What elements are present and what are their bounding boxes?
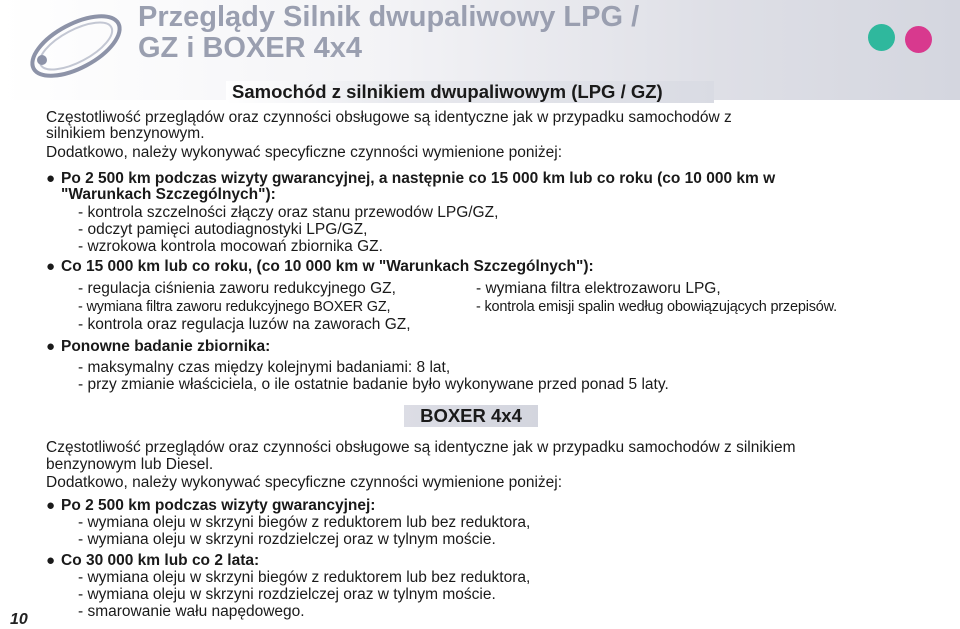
intro-text: Częstotliwość przeglądów oraz czynności obsługowe są identyczne jak w przypadku samochodów z silnikiem: [46, 439, 796, 456]
section-heading-boxer: BOXER 4x4: [404, 405, 538, 427]
orbit-logo-icon: [20, 8, 130, 82]
list-item: - kontrola oraz regulacja luzów na zaworach GZ,: [78, 316, 411, 333]
bullet-icon: ●: [46, 497, 56, 514]
list-item: - kontrola szczelności złączy oraz stanu przewodów LPG/GZ,: [78, 204, 499, 221]
list-item: - smarowanie wału napędowego.: [78, 603, 305, 620]
page-title: Przeglądy Silnik dwupaliwowy LPG / GZ i BOXER 4x4: [138, 1, 640, 64]
bullet-title: "Warunkach Szczególnych"):: [61, 186, 276, 203]
list-item: - wymiana oleju w skrzyni rozdzielczej oraz w tylnym moście.: [78, 531, 496, 548]
bullet-title: Po 2 500 km podczas wizyty gwarancyjnej, a następnie co 15 000 km lub co roku (co 10 000 km w: [61, 170, 776, 187]
bullet-title: Ponowne badanie zbiornika:: [61, 338, 271, 355]
list-item: - przy zmianie właściciela, o ile ostatnie badanie było wykonywane przed ponad 5 laty.: [78, 376, 669, 393]
list-item: - wymiana filtra zaworu redukcyjnego BOXER GZ,: [78, 299, 391, 315]
list-item: - wymiana oleju w skrzyni biegów z reduktorem lub bez reduktora,: [78, 514, 531, 531]
magenta-dot-icon: [905, 26, 932, 53]
list-item: - wzrokowa kontrola mocowań zbiornika GZ.: [78, 238, 383, 255]
bullet-title: Co 15 000 km lub co roku, (co 10 000 km w "Warunkach Szczególnych"):: [61, 258, 594, 275]
section-heading-lpg: Samochód z silnikiem dwupaliwowym (LPG / GZ): [226, 81, 714, 103]
intro-text: Dodatkowo, należy wykonywać specyficzne czynności wymienione poniżej:: [46, 474, 563, 491]
teal-dot-icon: [868, 24, 895, 51]
intro-text: Częstotliwość przeglądów oraz czynności obsługowe są identyczne jak w przypadku samochodów z: [46, 109, 732, 126]
page-number: 10: [10, 611, 28, 628]
bullet-title: Co 30 000 km lub co 2 lata:: [61, 552, 260, 569]
list-item: - maksymalny czas między kolejnymi badaniami: 8 lat,: [78, 359, 451, 376]
bullet-icon: ●: [46, 170, 56, 187]
list-item: - wymiana oleju w skrzyni rozdzielczej oraz w tylnym moście.: [78, 586, 496, 603]
bullet-icon: ●: [46, 258, 56, 275]
list-item: - wymiana oleju w skrzyni biegów z reduktorem lub bez reduktora,: [78, 569, 531, 586]
bullet-icon: ●: [46, 338, 56, 355]
bullet-title: Po 2 500 km podczas wizyty gwarancyjnej:: [61, 497, 376, 514]
list-item: - wymiana filtra elektrozaworu LPG,: [476, 280, 721, 297]
intro-text: Dodatkowo, należy wykonywać specyficzne czynności wymienione poniżej:: [46, 144, 563, 161]
intro-text: silnikiem benzynowym.: [46, 125, 205, 142]
list-item: - odczyt pamięci autodiagnostyki LPG/GZ,: [78, 221, 368, 238]
list-item: - kontrola emisji spalin według obowiązujących przepisów.: [476, 299, 837, 315]
list-item: - regulacja ciśnienia zaworu redukcyjnego GZ,: [78, 280, 396, 297]
intro-text: benzynowym lub Diesel.: [46, 456, 214, 473]
bullet-icon: ●: [46, 552, 56, 569]
